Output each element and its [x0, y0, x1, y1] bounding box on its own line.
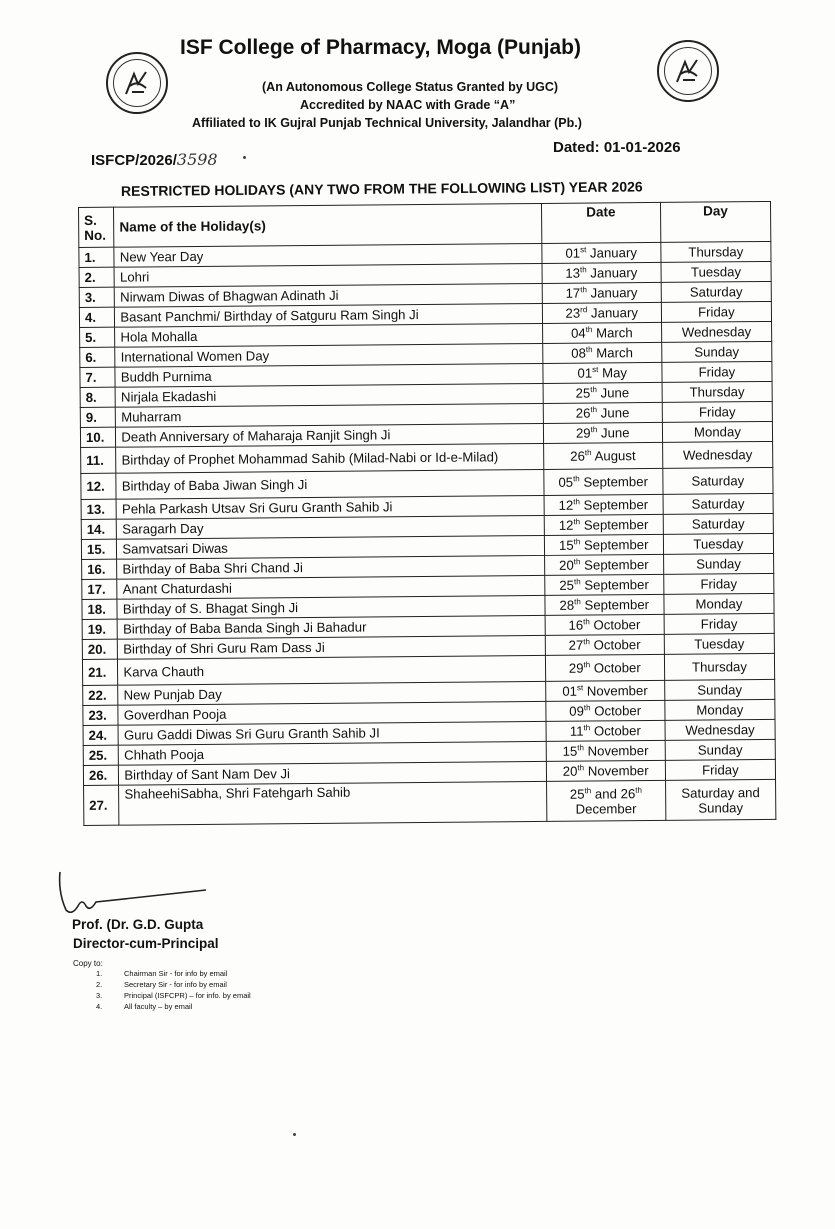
serial-no: 19.: [82, 619, 118, 639]
date-month: September: [583, 537, 649, 553]
date-day: 17: [565, 285, 581, 301]
holiday-name: Karva Chauth: [118, 655, 546, 685]
header-serial-no: S. No.: [79, 207, 115, 247]
date-month: November: [587, 743, 649, 759]
holiday-day: Sunday: [665, 739, 775, 760]
holiday-date: [545, 700, 664, 721]
date-month: September: [584, 597, 650, 613]
date-suffix: th: [585, 325, 593, 335]
holiday-date: [542, 282, 661, 303]
copy-to-item: [96, 990, 251, 1001]
holiday-date: [545, 680, 664, 701]
serial-no: 9.: [80, 407, 116, 427]
holiday-name: Death Anniversary of Maharaja Ranjit Singh Ji: [116, 423, 543, 447]
date-suffix: th: [590, 425, 598, 435]
holiday-day: Friday: [664, 613, 774, 634]
holiday-date: [544, 494, 663, 515]
holiday-day: Tuesday: [661, 261, 771, 282]
date-month: September: [583, 497, 649, 513]
holiday-name: Buddh Purnima: [115, 363, 542, 387]
holiday-day: Wednesday: [665, 719, 775, 740]
holiday-date: [546, 760, 665, 781]
copy-to-item: [96, 968, 251, 979]
date-suffix: th: [583, 660, 591, 670]
holiday-name: ShaheehiSabha, Shri Fatehgarh Sahib: [119, 781, 547, 825]
serial-no: 26.: [83, 765, 119, 785]
holiday-day: Friday: [664, 573, 774, 594]
holiday-day: Thursday: [661, 241, 771, 262]
holiday-date: [542, 322, 661, 343]
date-suffix: th: [577, 743, 584, 753]
holiday-date: [543, 402, 662, 423]
holiday-day: Sunday: [665, 679, 775, 700]
serial-no: 25.: [83, 745, 119, 765]
holiday-day: Friday: [662, 401, 772, 422]
holiday-date: [546, 720, 665, 741]
holiday-name: Nirjala Ekadashi: [115, 383, 542, 407]
holiday-day: Friday: [662, 361, 772, 382]
holiday-date: [543, 422, 662, 443]
date-conjunction: and: [594, 785, 617, 802]
holiday-day: Friday: [665, 759, 775, 780]
date-day: 11: [569, 723, 584, 739]
date-month: November: [586, 683, 648, 699]
holiday-date: [543, 442, 662, 469]
serial-no: 27.: [84, 785, 120, 825]
date-month: September: [584, 577, 649, 593]
holiday-name: Birthday of Prophet Mohammad Sahib (Milad-Nabi or Id-e-Milad): [116, 443, 544, 473]
copy-to-list: [96, 968, 251, 1012]
date-suffix: th: [584, 785, 592, 795]
serial-no: 17.: [82, 579, 118, 599]
date-day: 08: [571, 345, 586, 361]
signatory-name: Prof. (Dr. G.D. Gupta: [72, 917, 204, 932]
serial-no: 12.: [81, 473, 117, 499]
date-month: October: [593, 723, 641, 739]
serial-no: 8.: [80, 387, 116, 407]
date-suffix: st: [580, 245, 587, 255]
header-date: Date: [541, 202, 661, 243]
date-month: September: [584, 557, 649, 573]
holiday-name: Nirwam Diwas of Bhagwan Adinath Ji: [115, 283, 542, 307]
holiday-name: Birthday of Shri Guru Ram Dass Ji: [118, 635, 545, 659]
scan-speck: [243, 156, 246, 159]
date-suffix: th: [580, 285, 587, 295]
holiday-date: [541, 242, 660, 263]
date-suffix: th: [590, 385, 597, 395]
date-suffix: th: [574, 597, 581, 607]
holiday-name: New Year Day: [114, 243, 541, 267]
date-month: May: [601, 365, 628, 381]
holiday-day: Sunday: [662, 341, 772, 362]
serial-no: 23.: [83, 705, 119, 725]
holiday-name: Saragarh Day: [117, 515, 544, 539]
holiday-name: Lohri: [114, 263, 541, 287]
date-suffix: th: [573, 537, 581, 547]
date-day: 20: [562, 763, 578, 779]
holiday-day: Monday: [662, 421, 772, 442]
holiday-date: [542, 302, 661, 323]
college-emblem-icon: [106, 52, 168, 114]
holiday-name: New Punjab Day: [118, 681, 545, 705]
holiday-day: Sunday: [663, 553, 773, 574]
date-day: 05: [558, 474, 574, 490]
date-month: June: [600, 405, 630, 421]
date-day: 25: [575, 385, 591, 401]
copy-item-number: 4.: [96, 1002, 103, 1011]
date-month: August: [594, 448, 636, 464]
holiday-day: Thursday: [662, 381, 772, 402]
date-suffix: st: [576, 683, 584, 693]
holiday-name: Birthday of Baba Jiwan Singh Ji: [116, 469, 544, 499]
date-day: 26: [575, 405, 591, 421]
date-suffix: th: [573, 497, 580, 507]
reference-number: [91, 150, 218, 169]
date-day: 16: [568, 617, 584, 633]
date-suffix: th: [573, 577, 581, 587]
college-emblem-icon: [657, 40, 719, 102]
holiday-name: Birthday of Baba Shri Chand Ji: [117, 555, 544, 579]
serial-no: 10.: [80, 427, 116, 447]
holiday-day: Saturday: [661, 281, 771, 302]
date-day: 25: [559, 577, 575, 593]
serial-no: 18.: [82, 599, 118, 619]
holiday-date: [542, 342, 661, 363]
holiday-day: Friday: [661, 301, 771, 322]
date-day: 29: [575, 425, 591, 441]
holiday-day: [665, 779, 775, 820]
header-holiday-name: Name of the Holiday(s): [114, 203, 542, 247]
copy-item-text: Principal (ISFCPR) – for info. by email: [124, 991, 251, 1000]
reference-prefix: ISFCP/2026/: [91, 152, 177, 169]
holiday-date: [546, 740, 665, 761]
serial-no: 20.: [82, 639, 118, 659]
serial-no: 7.: [80, 367, 116, 387]
serial-no: 2.: [79, 267, 115, 287]
serial-no: 22.: [83, 685, 119, 705]
holiday-name: Samvatsari Diwas: [117, 535, 544, 559]
date-day: 01: [562, 683, 578, 699]
date-month: June: [600, 385, 630, 401]
holiday-date: [546, 780, 666, 821]
date-month: October: [593, 660, 641, 676]
holiday-name: Birthday of Sant Nam Dev Ji: [119, 761, 546, 785]
serial-no: 15.: [81, 539, 117, 559]
holiday-date: [545, 654, 664, 681]
holiday-name: Muharram: [116, 403, 543, 427]
holiday-date: [543, 382, 662, 403]
date-day: 26: [620, 785, 636, 801]
date-day: 12: [558, 497, 574, 513]
holiday-day: Tuesday: [664, 633, 774, 654]
date-day: 01: [577, 365, 593, 381]
header-day: Day: [660, 201, 770, 242]
holiday-table: [78, 201, 776, 826]
holiday-day: Saturday: [663, 467, 773, 494]
holiday-day: Saturday: [663, 493, 773, 514]
date-suffix: th: [573, 557, 581, 567]
holiday-name: Basant Panchmi/ Birthday of Satguru Ram Singh Ji: [115, 303, 542, 327]
reference-handwritten-number: 3598: [176, 150, 218, 169]
date-day: 28: [559, 597, 575, 613]
serial-no: 24.: [83, 725, 119, 745]
date-suffix: th: [577, 763, 585, 773]
date-month: November: [587, 763, 649, 779]
holiday-date: [542, 262, 661, 283]
document-heading: RESTRICTED HOLIDAYS (ANY TWO FROM THE FOLLOWING LIST) YEAR 2026: [120, 178, 643, 199]
date-day: 25: [569, 786, 585, 802]
serial-no: 1.: [79, 247, 115, 267]
date-suffix: th: [583, 703, 591, 713]
date-suffix: st: [592, 365, 599, 375]
serial-no: 16.: [82, 559, 118, 579]
serial-no: 5.: [80, 327, 116, 347]
copy-to-item: [96, 979, 251, 990]
holiday-date: [543, 362, 662, 383]
date-month: March: [596, 345, 633, 361]
date-day: 26: [570, 448, 586, 464]
date-suffix: th: [573, 474, 580, 484]
holiday-date: [544, 534, 663, 555]
date-suffix: th: [590, 405, 598, 415]
copy-to-item: [96, 1001, 251, 1012]
date-suffix: th: [583, 723, 591, 733]
holiday-name: Goverdhan Pooja: [118, 701, 545, 725]
holiday-name: Birthday of Baba Banda Singh Ji Bahadur: [117, 615, 544, 639]
holiday-name: Pehla Parkash Utsav Sri Guru Granth Sahib Ji: [116, 495, 543, 519]
date-day: 27: [568, 637, 584, 653]
holiday-name: International Women Day: [115, 343, 542, 367]
signatory-title: Director-cum-Principal: [73, 936, 219, 951]
date-suffix: rd: [580, 305, 588, 315]
date-day: 23: [565, 305, 581, 321]
date-suffix: th: [583, 637, 590, 647]
autonomous-status: (An Autonomous College Status Granted by UGC): [262, 80, 559, 94]
date-month: December: [575, 800, 637, 817]
holiday-day: Monday: [665, 699, 775, 720]
date-day: 15: [562, 743, 578, 759]
date-day: 13: [565, 265, 581, 281]
copy-item-number: 3.: [96, 991, 103, 1000]
serial-no: 14.: [81, 519, 117, 539]
serial-no: 11.: [81, 447, 117, 473]
scan-speck: [293, 1133, 296, 1136]
date-suffix: th: [585, 345, 593, 355]
date-day: 09: [569, 703, 584, 719]
holiday-table-wrapper: [78, 201, 776, 826]
serial-no: 21.: [82, 659, 118, 685]
date-suffix: th: [584, 448, 592, 458]
table-row: [84, 779, 776, 825]
holiday-date: [544, 514, 663, 535]
college-name: ISF College of Pharmacy, Moga (Punjab): [180, 36, 581, 59]
copy-item-text: Secretary Sir - for info by email: [124, 980, 227, 989]
holiday-name: Chhath Pooja: [119, 741, 546, 765]
date-month: January: [590, 285, 638, 301]
date-month: January: [590, 305, 638, 321]
date-suffix: th: [635, 785, 642, 795]
date-day: 15: [558, 537, 574, 553]
date-month: September: [583, 474, 648, 490]
signature-icon: [56, 862, 216, 922]
university-affiliation: Affiliated to IK Gujral Punjab Technical University, Jalandhar (Pb.): [192, 116, 582, 130]
date-month: October: [593, 617, 641, 633]
date-day: 04: [570, 325, 586, 341]
serial-no: 6.: [80, 347, 116, 367]
copy-item-text: All faculty – by email: [124, 1002, 193, 1011]
copy-item-text: Chairman Sir - for info by email: [124, 969, 228, 978]
holiday-day: Monday: [664, 593, 774, 614]
date-suffix: th: [573, 517, 581, 527]
serial-no: 3.: [79, 287, 115, 307]
copy-item-number: 1.: [96, 969, 103, 978]
holiday-day: Saturday: [663, 513, 773, 534]
table-header-row: [79, 201, 771, 247]
holiday-name: Anant Chaturdashi: [117, 575, 544, 599]
serial-no: 13.: [81, 499, 117, 519]
holiday-day: Wednesday: [662, 441, 772, 468]
holiday-day: Thursday: [664, 653, 774, 680]
holiday-name: Birthday of S. Bhagat Singh Ji: [117, 595, 544, 619]
date-suffix: th: [579, 265, 587, 275]
date-month: October: [593, 637, 641, 653]
date-month: September: [583, 517, 649, 533]
naac-accreditation: Accredited by NAAC with Grade “A”: [300, 98, 516, 112]
date-month: June: [600, 425, 630, 441]
date-month: October: [594, 703, 642, 719]
date-day: 20: [559, 557, 574, 573]
date-suffix: th: [583, 617, 590, 627]
day-second: Sunday: [698, 799, 744, 816]
date-month: March: [595, 325, 633, 341]
holiday-day: Tuesday: [663, 533, 773, 554]
copy-to-label: Copy to:: [73, 959, 103, 968]
holiday-date: [544, 574, 663, 595]
copy-item-number: 2.: [96, 980, 103, 989]
issue-date: Dated: 01-01-2026: [553, 139, 681, 156]
holiday-table-body: [79, 241, 776, 825]
day-first: Saturday and: [681, 784, 760, 801]
holiday-date: [545, 634, 664, 655]
holiday-name: Guru Gaddi Diwas Sri Guru Granth Sahib JI: [118, 721, 545, 745]
holiday-name: Hola Mohalla: [115, 323, 542, 347]
date-month: January: [589, 245, 637, 261]
date-month: January: [590, 265, 638, 281]
date-day: 12: [558, 517, 574, 533]
serial-no: 4.: [79, 307, 115, 327]
holiday-day: Wednesday: [661, 321, 771, 342]
holiday-date: [545, 594, 664, 615]
holiday-date: [545, 614, 664, 635]
holiday-date: [543, 468, 662, 495]
date-day: 01: [565, 245, 581, 261]
date-day: 29: [568, 660, 584, 676]
holiday-date: [544, 554, 663, 575]
